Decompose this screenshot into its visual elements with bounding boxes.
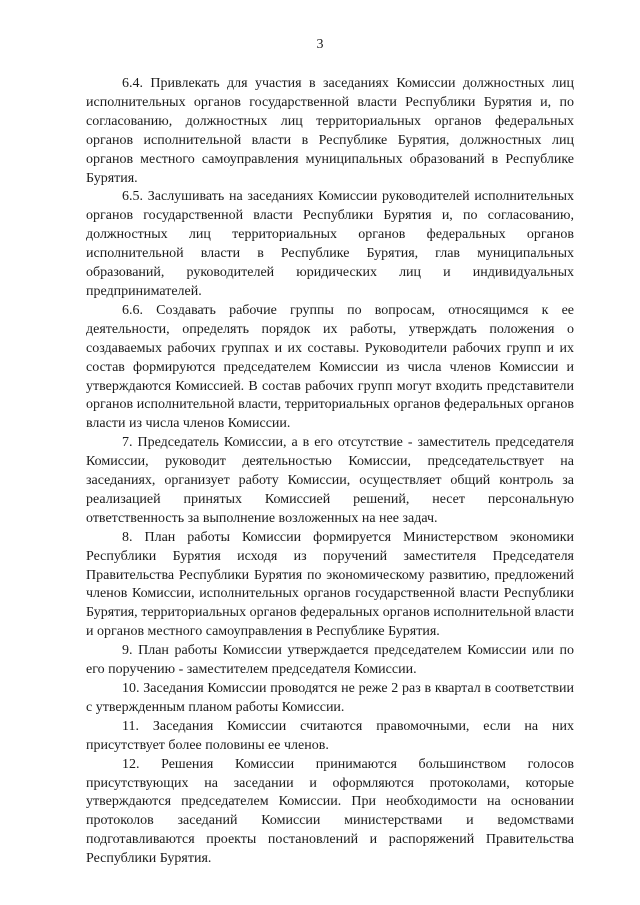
paragraph-10: 10. Заседания Комиссии проводятся не реже 2 раз в квартал в соответствии с утвержденным планом работы Комиссии. — [86, 681, 574, 715]
paragraph-8: 8. План работы Комиссии формируется Министерством экономики Республики Бурятия исходя из поручений заместителя Председателя Правительства Республики Бурятия по экономическому развитию, предложений членов Комиссии, исполнительных органов государственной власти Республики Бурятия, территориальных органов федеральных органов исполнительной власти и органов местного самоуправления в Республике Бурятия. — [86, 529, 574, 640]
paragraph-6-6: 6.6. Создавать рабочие группы по вопросам, относящимся к ее деятельности, определять порядок их работы, утверждать положения о создаваемых рабочих группах и их составы. Руководители рабочих групп и их состав формируются председателем Комиссии из числа членов Комиссии и утверждаются Комиссией. В состав рабочих групп могут входить представители органов исполнительной власти, территориальных органов федеральных органов власти из числа членов Комиссии. — [86, 302, 574, 432]
paragraph-6-4: 6.4. Привлекать для участия в заседаниях Комиссии должностных лиц исполнительных органов государственной власти Республики Бурятия и, по согласованию, должностных лиц территориальных органов федеральных органов исполнительной власти в Республике Бурятия, должностных лиц органов местного самоуправления муниципальных образований в Республике Бурятия. — [86, 76, 574, 186]
paragraph-7: 7. Председатель Комиссии, а в его отсутствие - заместитель председателя Комиссии, руководит деятельностью Комиссии, председательствует на заседаниях, организует работу Комиссии, осуществляет общий контроль за реализацией принятых Комиссией решений, несет персональную ответственность за выполнение возложенных на нее задач. — [86, 435, 574, 526]
paragraph-6-5: 6.5. Заслушивать на заседаниях Комиссии руководителей исполнительных органов государственной власти Республики Бурятия и, по согласованию, должностных лиц территориальных органов федеральных органов исполнительной власти в Республике Бурятия, глав муниципальных образований, руководителей юридических лиц и индивидуальных предпринимателей. — [86, 189, 574, 299]
page-number: 3 — [316, 37, 324, 52]
document-body — [86, 75, 574, 869]
paragraph-12: 12. Решения Комиссии принимаются большинством голосов присутствующих на заседании и оформляются протоколами, которые утверждаются председателем Комиссии. При необходимости на основании протоколов заседаний Комиссии министерствами и ведомствами подготавливаются проекты постановлений и распоряжений Правительства Республики Бурятия. — [86, 756, 574, 867]
paragraph-11: 11. Заседания Комиссии считаются правомочными, если на них присутствует более половины ее членов. — [86, 718, 574, 753]
paragraph-9: 9. План работы Комиссии утверждается председателем Комиссии или по его поручению - заместителем председателя Комиссии. — [86, 643, 574, 678]
